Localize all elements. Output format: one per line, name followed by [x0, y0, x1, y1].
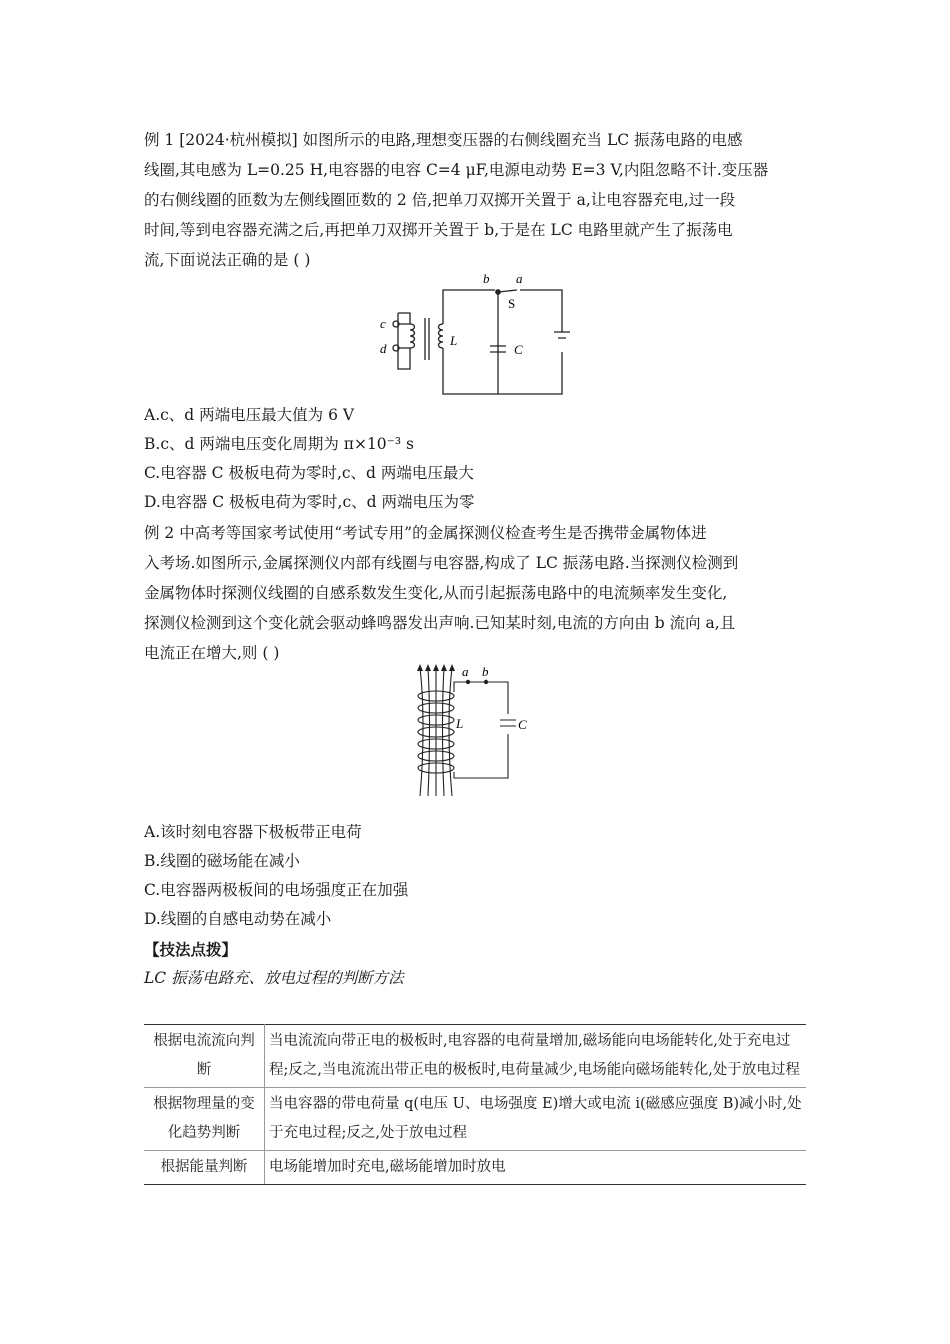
example1-line: 的右侧线圈的匝数为左侧线圈匝数的 2 倍,把单刀双掷开关置于 a,让电容器充电,过一段 — [144, 191, 736, 209]
tips-table — [144, 1024, 806, 1185]
example2-coil-diagram — [410, 662, 540, 800]
example2-line: 探测仪检测到这个变化就会驱动蜂鸣器发出声响.已知某时刻,电流的方向由 b 流向 a,且 — [144, 614, 736, 632]
example1-circuit-diagram — [370, 268, 580, 398]
label-c: c — [380, 316, 386, 331]
row-key: 根据电流流向判断 — [144, 1025, 265, 1088]
example2-stem — [144, 518, 808, 668]
option-a: A.c、d 两端电压最大值为 6 V — [144, 406, 355, 424]
label-b: b — [483, 271, 490, 286]
table-row — [144, 1088, 806, 1151]
label-C: C — [514, 342, 523, 357]
example1-line: 例 1 [2024·杭州模拟] 如图所示的电路,理想变压器的右侧线圈充当 LC 振荡电路的电感 — [144, 131, 743, 149]
example1-line: 时间,等到电容器充满之后,再把单刀双掷开关置于 b,于是在 LC 电路里就产生了振荡电 — [144, 221, 733, 239]
example2-line: 例 2 中高考等国家考试使用“考试专用”的金属探测仪检查考生是否携带金属物体进 — [144, 524, 707, 542]
example1-line: 流,下面说法正确的是 ( ) — [144, 251, 311, 269]
option-d: D.线圈的自感电动势在减小 — [144, 910, 332, 928]
label-s: S — [508, 296, 516, 311]
example2-line: 电流正在增大,则 ( ) — [144, 644, 280, 662]
tips-subtitle: LC 振荡电路充、放电过程的判断方法 — [144, 969, 404, 987]
label-L: L — [456, 716, 464, 731]
example2-line: 金属物体时探测仪线圈的自感系数发生变化,从而引起振荡电路中的电流频率发生变化, — [144, 584, 728, 602]
example1-line: 线圈,其电感为 L=0.25 H,电容器的电容 C=4 μF,电源电动势 E=3 V,内阻忽略不计.变压器 — [144, 161, 769, 179]
example2-line: 入考场.如图所示,金属探测仪内部有线圈与电容器,构成了 LC 振荡电路.当探测仪检测到 — [144, 554, 739, 572]
row-value: 当电容器的带电荷量 q(电压 U、电场强度 E)增大或电流 i(磁感应强度 B)减小时,处于充电过程;反之,处于放电过程 — [265, 1088, 807, 1151]
row-value: 电场能增加时充电,磁场能增加时放电 — [265, 1151, 807, 1185]
option-d: D.电容器 C 极板电荷为零时,c、d 两端电压为零 — [144, 493, 475, 511]
row-value: 当电流流向带正电的极板时,电容器的电荷量增加,磁场能向电场能转化,处于充电过程;反之,当电流流出带正电的极板时,电荷量减少,电场能向磁场能转化,处于放电过程 — [265, 1025, 807, 1088]
label-C: C — [518, 717, 527, 732]
label-d: d — [380, 341, 387, 356]
example1-options — [144, 401, 808, 517]
tips-heading: 【技法点拨】 — [144, 940, 238, 959]
option-a: A.该时刻电容器下极板带正电荷 — [144, 823, 362, 841]
option-c: C.电容器 C 极板电荷为零时,c、d 两端电压最大 — [144, 464, 474, 482]
label-L: L — [450, 333, 458, 348]
example2-options — [144, 818, 808, 934]
label-a: a — [462, 664, 469, 679]
label-a: a — [516, 271, 523, 286]
option-c: C.电容器两极板间的电场强度正在加强 — [144, 881, 409, 899]
option-b: B.线圈的磁场能在减小 — [144, 852, 300, 870]
option-b: B.c、d 两端电压变化周期为 π×10⁻³ s — [144, 435, 414, 453]
table-row — [144, 1151, 806, 1185]
label-b: b — [482, 664, 489, 679]
row-key: 根据物理量的变化趋势判断 — [144, 1088, 265, 1151]
example1-stem — [144, 125, 808, 275]
row-key: 根据能量判断 — [144, 1151, 265, 1185]
table-row — [144, 1025, 806, 1088]
